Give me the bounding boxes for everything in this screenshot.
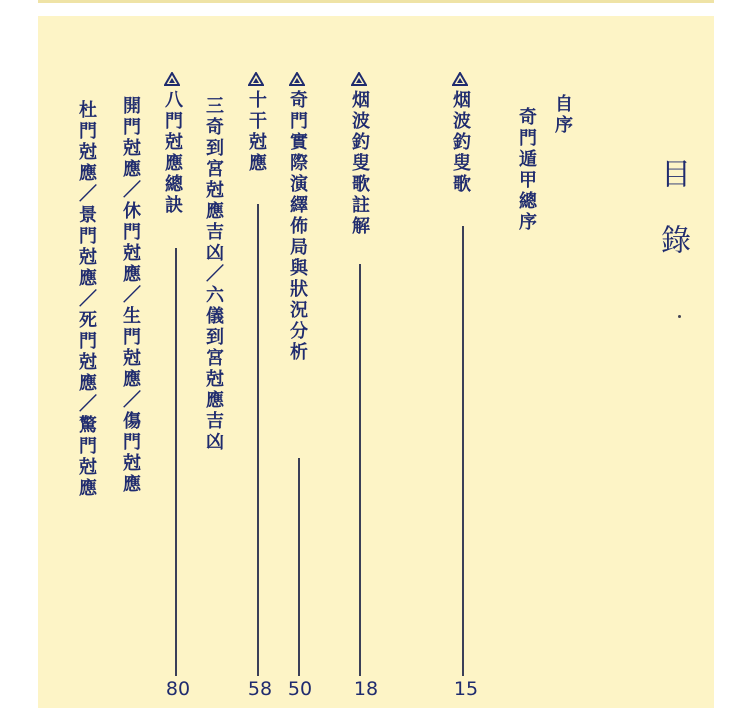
entry-label: 烟波釣叟歌註解 — [349, 90, 370, 237]
entry-label: 十干尅應 — [246, 90, 267, 174]
triangle-marker-icon — [452, 72, 468, 86]
toc-subentry-gates-1[interactable] — [120, 96, 140, 495]
leader-line — [175, 248, 177, 676]
toc-entry-yanbo-commentary[interactable] — [349, 72, 369, 237]
toc-subentry-gates-2[interactable] — [76, 100, 96, 499]
toc-entry-ten-stems[interactable] — [246, 72, 266, 174]
ink-speck — [678, 315, 681, 318]
leader-line — [298, 458, 300, 676]
toc-entry-eight-gates[interactable] — [162, 72, 182, 216]
toc-entry-yanbo-song[interactable] — [450, 72, 470, 195]
entry-label: 開門尅應／休門尅應／生門尅應／傷門尅應 — [120, 96, 141, 495]
page-title: 目錄 — [655, 158, 690, 290]
entry-label: 烟波釣叟歌 — [450, 90, 471, 195]
leader-line — [462, 226, 464, 676]
triangle-marker-icon — [351, 72, 367, 86]
toc-entry-layout-analysis[interactable] — [287, 72, 307, 363]
entry-label: 奇門遁甲總序 — [516, 107, 537, 233]
entry-label: 杜門尅應／景門尅應／死門尅應／驚門尅應 — [76, 100, 97, 499]
toc-entry-preface[interactable] — [552, 94, 572, 136]
toc-entry-three-wonders[interactable] — [203, 96, 223, 453]
leader-line — [257, 204, 259, 676]
top-border — [38, 0, 714, 3]
page-number: 50 — [287, 678, 313, 700]
triangle-marker-icon — [248, 72, 264, 86]
page-number: 58 — [247, 678, 273, 700]
page-number: 18 — [353, 678, 379, 700]
leader-line — [359, 264, 361, 676]
entry-label: 三奇到宮尅應吉凶／六儀到宮尅應吉凶 — [203, 96, 224, 453]
page-number: 15 — [453, 678, 479, 700]
toc-entry-general-preface[interactable] — [516, 107, 536, 233]
entry-label: 八門尅應總訣 — [162, 90, 183, 216]
toc-page — [38, 16, 714, 708]
triangle-marker-icon — [164, 72, 180, 86]
entry-label: 自序 — [552, 94, 573, 136]
triangle-marker-icon — [289, 72, 305, 86]
entry-label: 奇門實際演繹佈局與狀況分析 — [287, 90, 308, 363]
page-number: 80 — [165, 678, 191, 700]
